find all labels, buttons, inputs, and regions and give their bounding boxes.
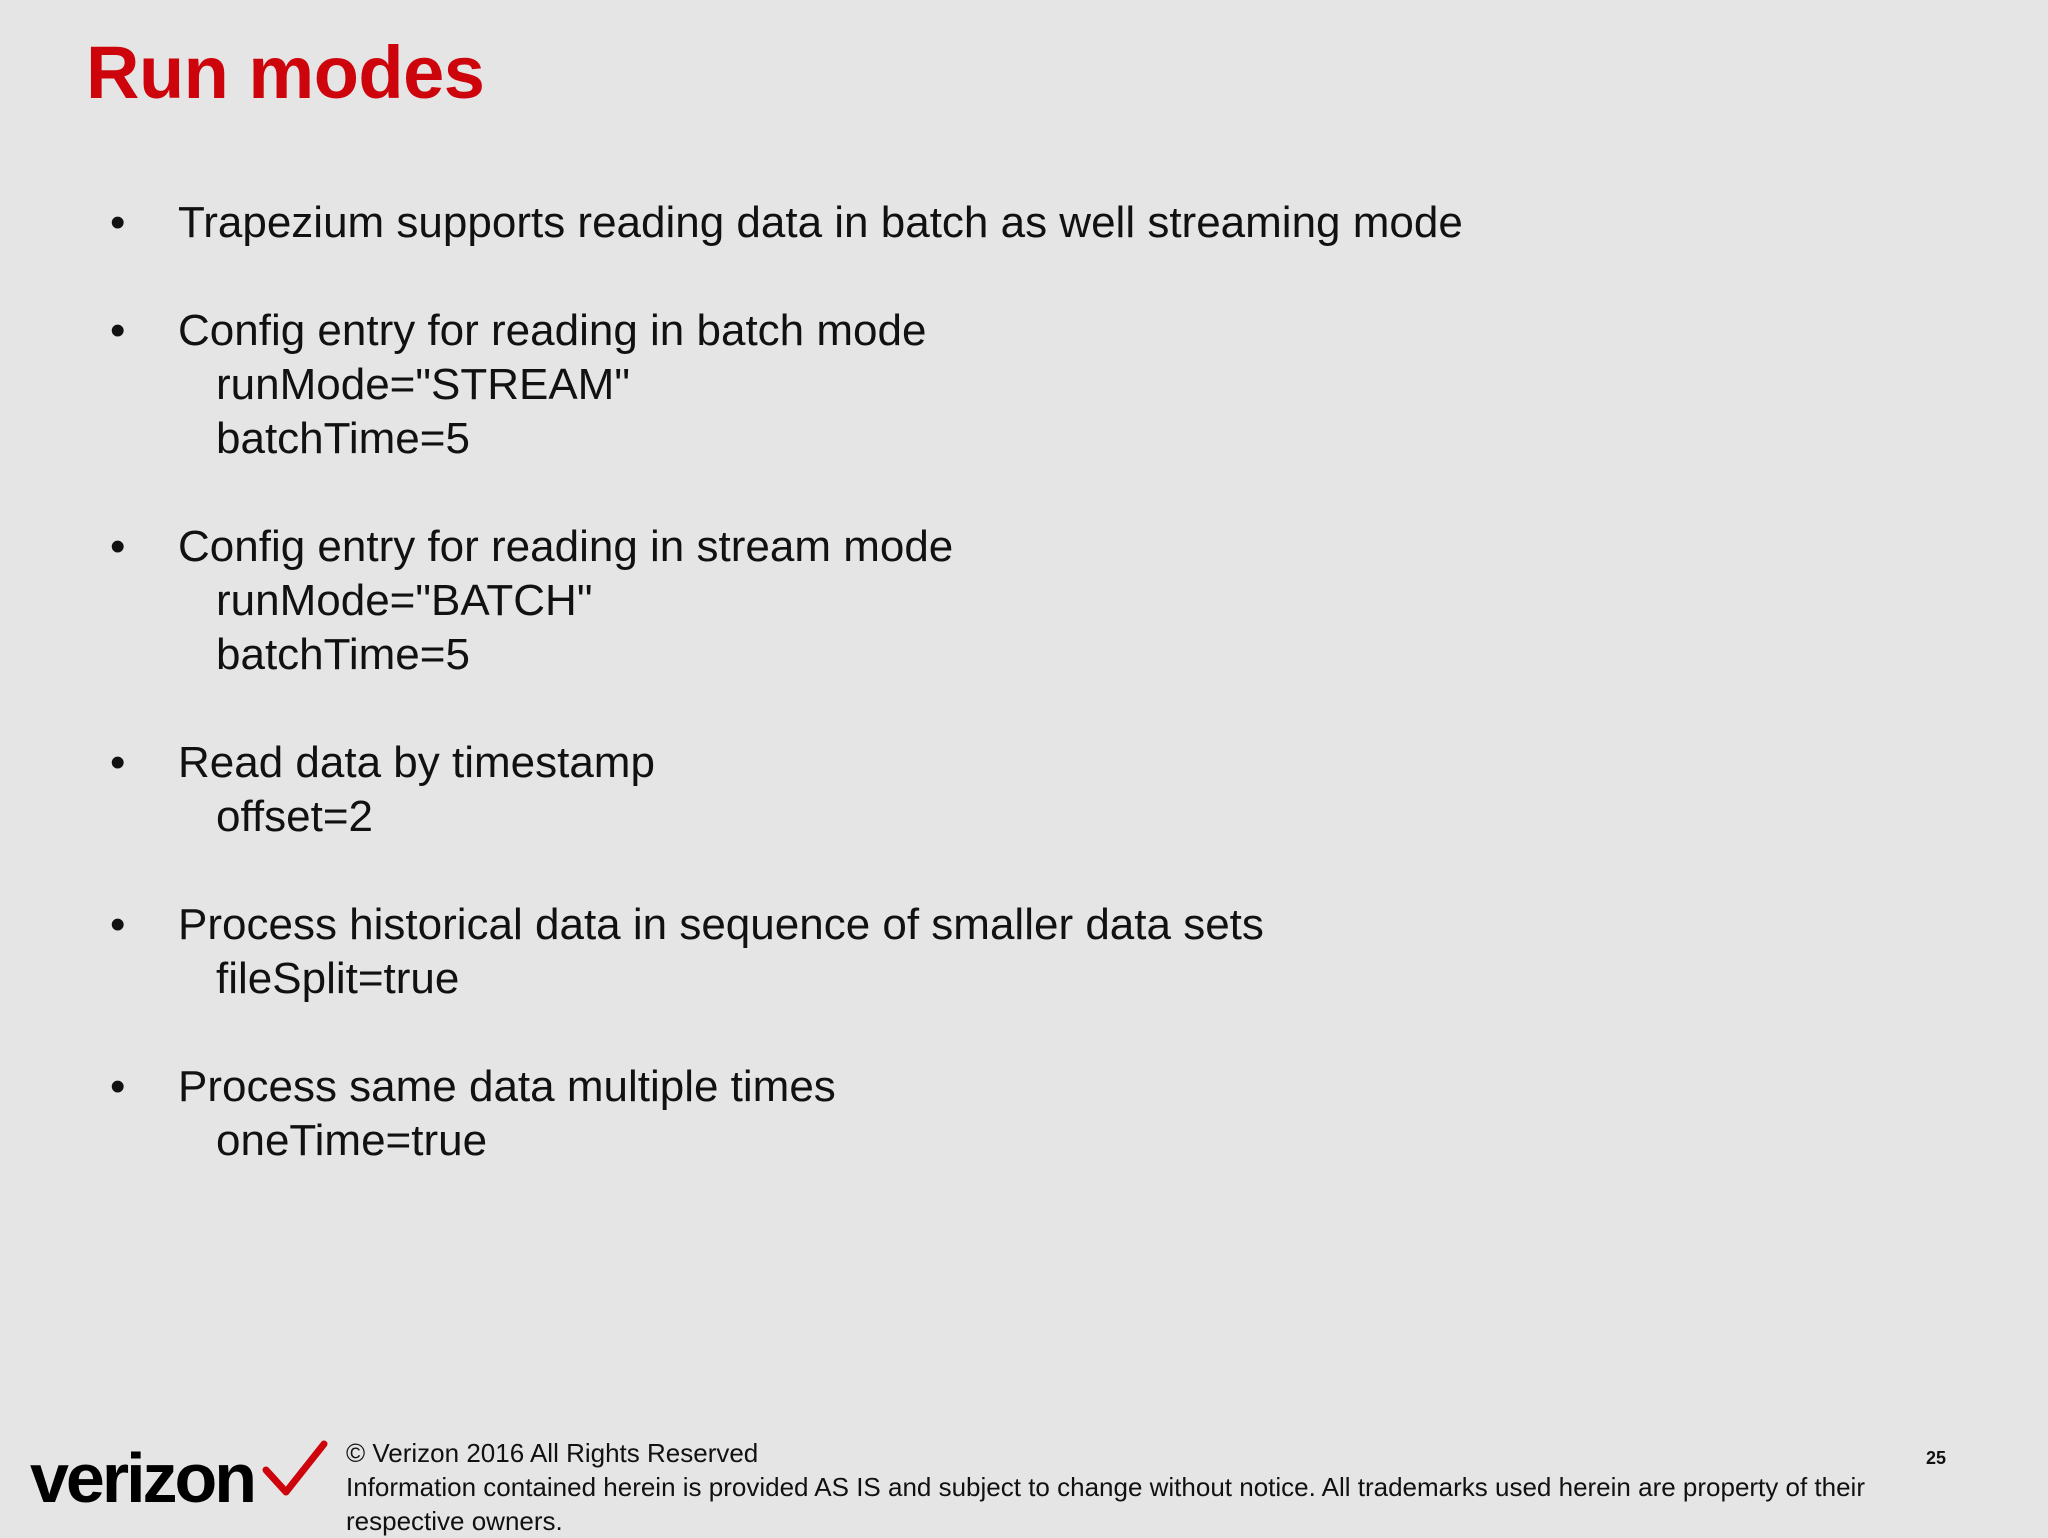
verizon-logo xyxy=(30,1438,310,1518)
bullet-text: Config entry for reading in batch mode xyxy=(178,306,927,355)
list-item xyxy=(108,898,1968,1006)
bullet-icon: • xyxy=(110,900,126,949)
bullet-text: Process historical data in sequence of smaller data sets xyxy=(178,900,1264,949)
list-item xyxy=(108,196,1968,250)
bullet-text: Process same data multiple times xyxy=(178,1062,836,1111)
bullet-icon: • xyxy=(110,738,126,787)
footer-text xyxy=(346,1436,1956,1538)
bullet-icon: • xyxy=(110,522,126,571)
config-line: batchTime=5 xyxy=(216,414,470,463)
checkmark-icon xyxy=(262,1440,328,1498)
logo-wordmark: verizon xyxy=(30,1439,255,1517)
config-line: offset=2 xyxy=(216,792,373,841)
config-line: oneTime=true xyxy=(216,1116,488,1165)
bullet-text: Trapezium supports reading data in batch as well streaming mode xyxy=(178,198,1463,247)
copyright-notice: © Verizon 2016 All Rights Reserved xyxy=(346,1438,759,1468)
config-line: runMode="STREAM" xyxy=(216,360,630,409)
bullet-list xyxy=(108,196,1968,1222)
config-line: fileSplit=true xyxy=(216,954,460,1003)
list-item xyxy=(108,736,1968,844)
bullet-icon: • xyxy=(110,306,126,355)
disclaimer-text: Information contained herein is provided AS IS and subject to change without notice. All trademarks used herein are property of their respective owners. xyxy=(346,1472,1865,1536)
page-number: 25 xyxy=(1925,1448,1946,1468)
bullet-icon: • xyxy=(110,1062,126,1111)
list-item xyxy=(108,1060,1968,1168)
list-item xyxy=(108,520,1968,682)
page-title: Run modes xyxy=(86,31,485,114)
config-line: runMode="BATCH" xyxy=(216,576,593,625)
bullet-text: Config entry for reading in stream mode xyxy=(178,522,954,571)
list-item xyxy=(108,304,1968,466)
bullet-text: Read data by timestamp xyxy=(178,738,655,787)
bullet-icon: • xyxy=(110,198,126,247)
config-line: batchTime=5 xyxy=(216,630,470,679)
